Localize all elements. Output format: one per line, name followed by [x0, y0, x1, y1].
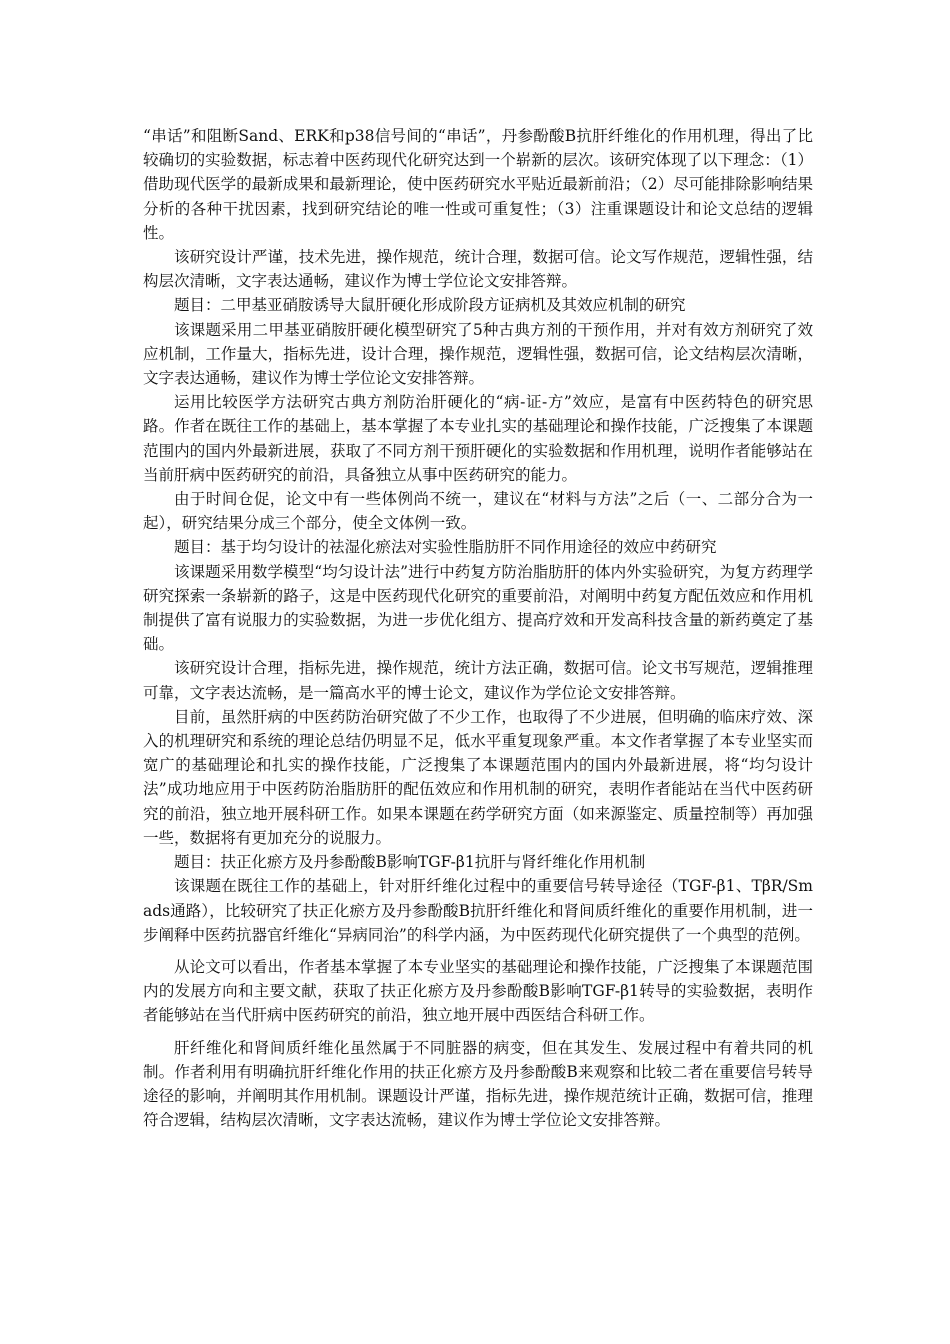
document-body	[143, 124, 813, 1132]
paragraph-7: 该研究设计合理，指标先进，操作规范，统计方法正确，数据可信。论文书写规范，逻辑推理可靠，文字表达流畅，是一篇高水平的博士论文，建议作为学位论文安排答辩。	[143, 659, 813, 702]
paragraph-11: 肝纤维化和肾间质纤维化虽然属于不同脏器的病变，但在其发生、发展过程中有着共同的机制。作者利用有明确抗肝纤维化作用的扶正化瘀方及丹参酚酸B来观察和比较二者在重要信号转导途径的影响，并阐明其作用机制。课题设计严谨，指标先进，操作规范统计正确，数据可信，推理符合逻辑，结构层次清晰，文字表达流畅，建议作为博士学位论文安排答辩。	[143, 1038, 813, 1130]
paragraph-spacer	[143, 947, 813, 955]
paragraph-6: 该课题采用数学模型“均匀设计法”进行中药复方防治脂肪肝的体内外实验研究，为复方药理学研究探索一条崭新的路子，这是中医药现代化研究的重要前沿，对阐明中药复方配伍效应和作用机制提供了富有说服力的实验数据，为进一步优化组方、提高疗效和开发高科技含量的新药奠定了基础。	[143, 562, 813, 654]
paragraph-4: 运用比较医学方法研究古典方剂防治肝硬化的“病-证-方”效应，是富有中医药特色的研究思路。作者在既往工作的基础上，基本掌握了本专业扎实的基础理论和操作技能，广泛搜集了本课题范围内的国内外最新进展，获取了不同方剂干预肝硬化的实验数据和作用机理，说明作者能够站在当前肝病中医药研究的前沿，具备独立从事中医药研究的能力。	[143, 393, 813, 484]
paragraph-1: “串话”和阻断Sand、ERK和p38信号间的“串话”，丹参酚酸B抗肝纤维化的作用机理，得出了比较确切的实验数据，标志着中医药现代化研究达到一个崭新的层次。该研究体现了以下理念：（1）借助现代医学的最新成果和最新理论，使中医药研究水平贴近最新前沿；（2）尽可能排除影响结果分析的各种干扰因素，找到研究结论的唯一性或可重复性；（3）注重课题设计和论文总结的逻辑性。	[143, 127, 813, 242]
paragraph-spacer	[143, 1028, 813, 1036]
paragraph-5: 由于时间仓促，论文中有一些体例尚不统一，建议在“材料与方法”之后（一、二部分合为一起），研究结果分成三个部分，使全文体例一致。	[143, 490, 813, 533]
paragraph-9: 该课题在既往工作的基础上，针对肝纤维化过程中的重要信号转导途径（TGF-β1、TβR/Smads通路），比较研究了扶正化瘀方及丹参酚酸B抗肝纤维化和肾间质纤维化的重要作用机制，进一步阐释中医药抗器官纤维化“异病同治”的科学内涵，为中医药现代化研究提供了一个典型的范例。	[143, 877, 813, 944]
section-title-1: 题目：二甲基亚硝胺诱导大鼠肝硬化形成阶段方证病机及其效应机制的研究	[174, 296, 686, 315]
section-title-3: 题目：扶正化瘀方及丹参酚酸B影响TGF-β1抗肝与肾纤维化作用机制	[174, 853, 646, 872]
paragraph-2: 该研究设计严谨，技术先进，操作规范，统计合理，数据可信。论文写作规范，逻辑性强，结构层次清晰，文字表达通畅，建议作为博士学位论文安排答辩。	[143, 248, 813, 291]
paragraph-8: 目前，虽然肝病的中医药防治研究做了不少工作，也取得了不少进展，但明确的临床疗效、深入的机理研究和系统的理论总结仍明显不足，低水平重复现象严重。本文作者掌握了本专业坚实而宽广的基础理论和扎实的操作技能，广泛搜集了本课题范围内的国内外最新进展，将“均匀设计法”成功地应用于中医药防治脂肪肝的配伍效应和作用机制的研究，表明作者能站在当代中医药研究的前沿，独立地开展科研工作。如果本课题在药学研究方面（如来源鉴定、质量控制等）再加强一些，数据将有更加充分的说服力。	[143, 707, 813, 847]
paragraph-10: 从论文可以看出，作者基本掌握了本专业坚实的基础理论和操作技能，广泛搜集了本课题范围内的发展方向和主要文献，获取了扶正化瘀方及丹参酚酸B影响TGF-β1转导的实验数据，表明作者能够站在当代肝病中医药研究的前沿，独立地开展中西医结合科研工作。	[143, 957, 813, 1025]
paragraph-3: 该课题采用二甲基亚硝胺肝硬化模型研究了5种古典方剂的干预作用，并对有效方剂研究了效应机制，工作量大，指标先进，设计合理，操作规范，逻辑性强，数据可信，论文结构层次清晰，文字表达通畅，建议作为博士学位论文安排答辩。	[143, 320, 813, 388]
section-title-2: 题目：基于均匀设计的祛湿化瘀法对实验性脂肪肝不同作用途径的效应中药研究	[174, 538, 717, 557]
